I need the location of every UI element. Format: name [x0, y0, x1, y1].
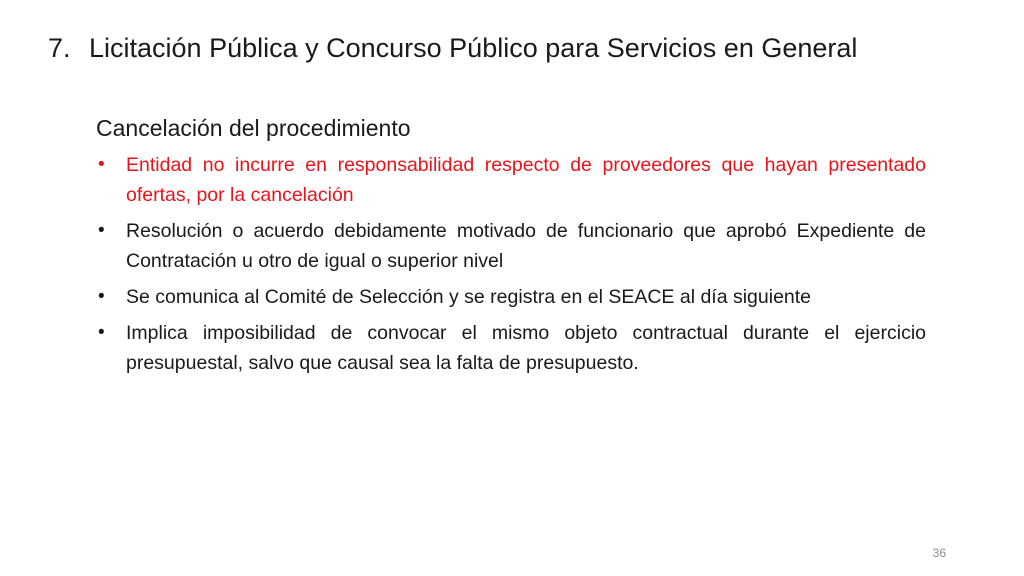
bullet-item [96, 282, 926, 312]
bullet-list [96, 150, 926, 384]
title-text: Licitación Pública y Concurso Público para Servicios en General [89, 33, 858, 63]
bullet-icon: • [98, 220, 105, 241]
bullet-text: Entidad no incurre en responsabilidad respecto de proveedores que hayan presentado ofertas, por la cancelación [126, 154, 926, 206]
bullet-item [96, 150, 926, 210]
section-subheading: Cancelación del procedimiento [96, 115, 411, 141]
bullet-text: Se comunica al Comité de Selección y se registra en el SEACE al día siguiente [126, 286, 812, 308]
page-number: 36 [932, 546, 946, 560]
bullet-icon: • [98, 322, 105, 343]
bullet-icon: • [98, 286, 105, 307]
title-number: 7. [48, 33, 71, 63]
slide-title [48, 28, 857, 68]
bullet-item [96, 216, 926, 276]
bullet-text: Implica imposibilidad de convocar el mismo objeto contractual durante el ejercicio presupuestal, salvo que causal sea la falta de presupuesto. [126, 322, 926, 374]
bullet-item [96, 318, 926, 378]
bullet-text: Resolución o acuerdo debidamente motivado de funcionario que aprobó Expediente de Contratación u otro de igual o superior nivel [126, 220, 926, 272]
bullet-icon: • [98, 154, 105, 175]
